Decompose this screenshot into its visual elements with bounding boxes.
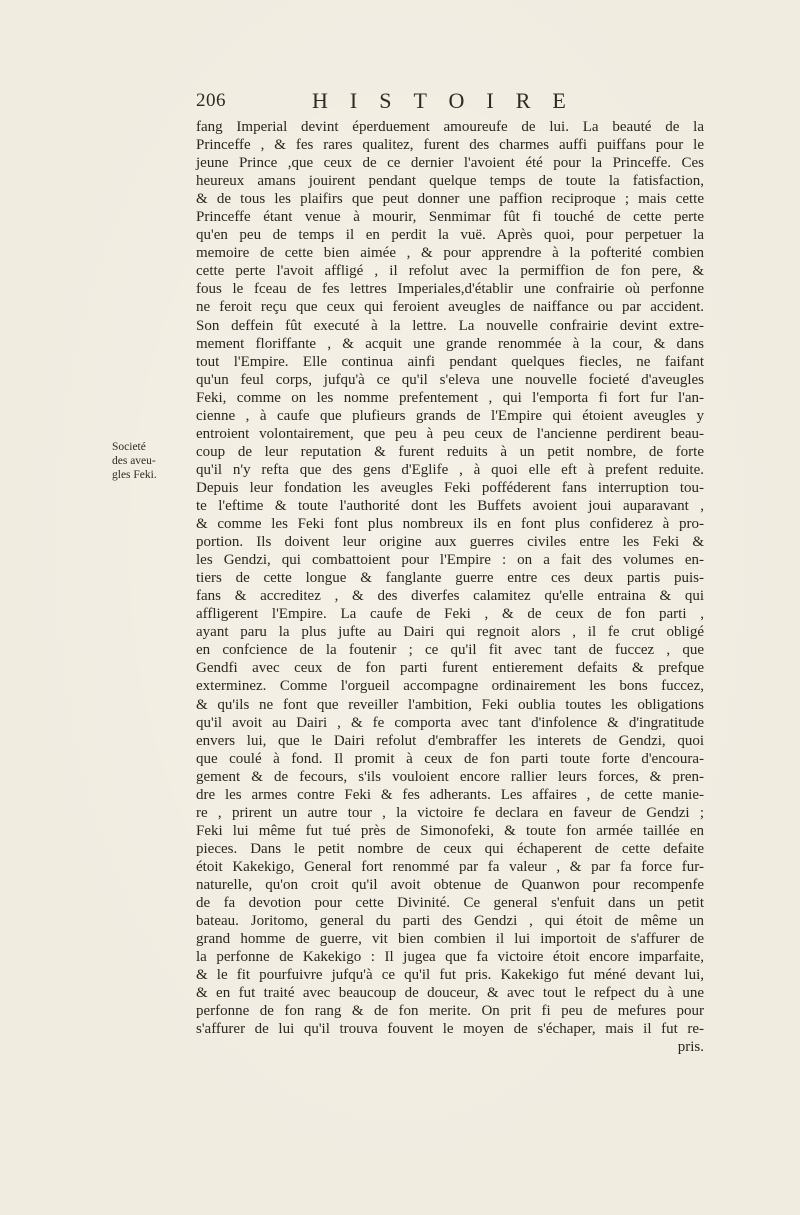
- body-text: [196, 118, 704, 1056]
- text-line: exterminez. Comme l'orgueil accompagne ordinairement les bons fuccez,: [196, 678, 704, 695]
- text-line: & de tous les plaifirs que peut donner une paffion reciproque ; mais cette: [196, 191, 704, 208]
- text-line: qu'un feul corps, jufqu'à ce qu'il s'eleva une nouvelle focieté d'aveugles: [196, 371, 704, 388]
- text-line: naturelle, qu'on croit qu'il avoit obtenue de Quanwon pour recompenfe: [196, 876, 704, 893]
- running-title: HISTOIRE: [312, 88, 588, 113]
- text-line: fang Imperial devint éperduement amoureufe de lui. La beauté de la: [196, 119, 704, 135]
- text-line: & comme les Feki font plus nombreux ils en font plus confiderez à pro-: [196, 516, 704, 533]
- margin-note-line: des aveu-: [112, 455, 156, 467]
- text-line: ayant paru la plus jufte au Dairi qui regnoit alors , il fe crut obligé: [196, 624, 704, 641]
- text-line: qu'il avoit au Dairi , & fe comporta avec tant d'infolence & d'ingratitude: [196, 714, 704, 731]
- text-line: jeune Prince ,que ceux de ce dernier l'avoient été pour la Princeffe. Ces: [196, 155, 704, 172]
- margin-note-line: gles Feki.: [112, 469, 157, 481]
- text-line: & le fit pourfuivre jufqu'à ce qu'il fut pris. Kakekigo fut méné devant lui,: [196, 967, 704, 984]
- text-line: entroient volontairement, que peu à peu ceux de l'ancienne perdirent beau-: [196, 425, 704, 442]
- text-line: ne feroit reçu que ceux qui feroient aveugles de naiffance ou par accident.: [196, 299, 704, 316]
- text-line: affligerent l'Empire. La caufe de Feki , & de ceux de fon parti ,: [196, 606, 704, 623]
- text-line: & en fut traité avec beaucoup de douceur, & avec tout le refpect du à une: [196, 985, 704, 1002]
- text-line: fans & accreditez , & des diverfes calamitez qu'elle entraina & qui: [196, 588, 704, 605]
- text-line: Princeffe étant venue à mourir, Senmimar fût fi touché de cette perte: [196, 209, 704, 226]
- text-line: les Gendzi, qui combattoient pour l'Empire : on a fait des volumes en-: [196, 552, 704, 569]
- text-line: cette perte l'avoit affligé , il refolut avec la permiffion de fon pere, &: [196, 263, 704, 280]
- text-line: envers lui, que le Dairi refolut d'embraffer les interets de Gendzi, quoi: [196, 732, 704, 749]
- page-header: [0, 90, 800, 120]
- text-line: Feki lui même fut tué près de Simonofeki, & toute fon armée taillée en: [196, 822, 704, 839]
- text-line: mement floriffante , & acquit une grande renommée à la cour, & dans: [196, 335, 704, 352]
- text-line: pieces. Dans le petit nombre de ceux qui échaperent de cette defaite: [196, 840, 704, 857]
- text-line: de fa devotion pour cette Divinité. Ce general s'enfuit dans un petit: [196, 895, 704, 912]
- text-line: coup de leur reputation & furent reduits à un petit nombre, de forte: [196, 443, 704, 460]
- text-line: Gendfi avec ceux de fon parti furent entierement defaits & prefque: [196, 660, 704, 677]
- text-line: tiers de cette longue & fanglante guerre entre ces deux partis puis-: [196, 570, 704, 587]
- text-line: en confcience de la foutenir ; ce qu'il fit avec tant de fuccez , que: [196, 642, 704, 659]
- text-line: bateau. Joritomo, general du parti des Gendzi , qui étoit de même un: [196, 913, 704, 930]
- text-line: Son deffein fût executé à la lettre. La nouvelle confrairie devint extre-: [196, 317, 704, 334]
- margin-note-line: Societé: [112, 441, 146, 453]
- text-line: gement & de fecours, s'ils vouloient encore rallier leurs forces, & pren-: [196, 768, 704, 785]
- text-line: Depuis leur fondation les aveugles Feki pofféderent fans interruption tou-: [196, 479, 704, 496]
- text-line: heureux amans jouirent pendant quelque temps de toute la fatisfaction,: [196, 173, 704, 190]
- text-line: s'affurer de lui qu'il trouva fouvent le moyen de s'échaper, mais il fut re-: [196, 1021, 704, 1038]
- text-line: fous le fceau de fes lettres Imperiales,d'établir une confrairie où perfonne: [196, 281, 704, 298]
- text-line: qu'en peu de temps il en perdit la vuë. Après quoi, pour perpetuer la: [196, 227, 704, 244]
- margin-note: [112, 440, 174, 482]
- text-line: qu'il n'y refta que des gens d'Eglife , à quoi elle eft à prefent reduite.: [196, 461, 704, 478]
- text-line: Feki, comme on les nomme prefentement , qui l'emporta fi fort fur l'an-: [196, 389, 704, 406]
- page-number: 206: [196, 90, 226, 111]
- text-line: que coulé à fond. Il promit à ceux de fon parti toute forte d'encoura-: [196, 750, 704, 767]
- text-line: pris.: [677, 1039, 704, 1056]
- text-line: te l'eftime & toute l'authorité dont les Buffets avoient joui auparavant ,: [196, 497, 704, 514]
- text-line: re , prirent un autre tour , la victoire fe declara en faveur de Gendzi ;: [196, 804, 704, 821]
- text-line: dre les armes contre Feki & fes adherants. Les affaires , de cette manie-: [196, 786, 704, 803]
- text-line: tout l'Empire. Elle continua ainfi pendant quelques fiecles, ne faifant: [196, 353, 704, 370]
- text-line: la perfonne de Kakekigo : Il jugea que fa victoire étoit encore imparfaite,: [196, 949, 704, 966]
- text-line: grand homme de guerre, vit bien combien il lui importoit de s'affurer de: [196, 931, 704, 948]
- text-line: portion. Ils doivent leur origine aux guerres civiles entre les Feki &: [196, 534, 704, 551]
- text-line: memoire de cette bien aimée , & pour apprendre à la pofterité combien: [196, 245, 704, 262]
- text-line: perfonne de fon rang & de fon merite. On prit fi peu de mefures pour: [196, 1003, 704, 1020]
- text-line: Princeffe , & fes rares qualitez, furent des charmes auffi puiffans pour le: [196, 137, 704, 154]
- text-line: & qu'ils ne font que reveiller l'ambition, Feki oublia toutes les obligations: [196, 696, 704, 713]
- text-line: étoit Kakekigo, General fort renommé par fa valeur , & par fa force fur-: [196, 858, 704, 875]
- text-line: cienne , à caufe que plufieurs grands de l'Empire qui étoient aveugles y: [196, 407, 704, 424]
